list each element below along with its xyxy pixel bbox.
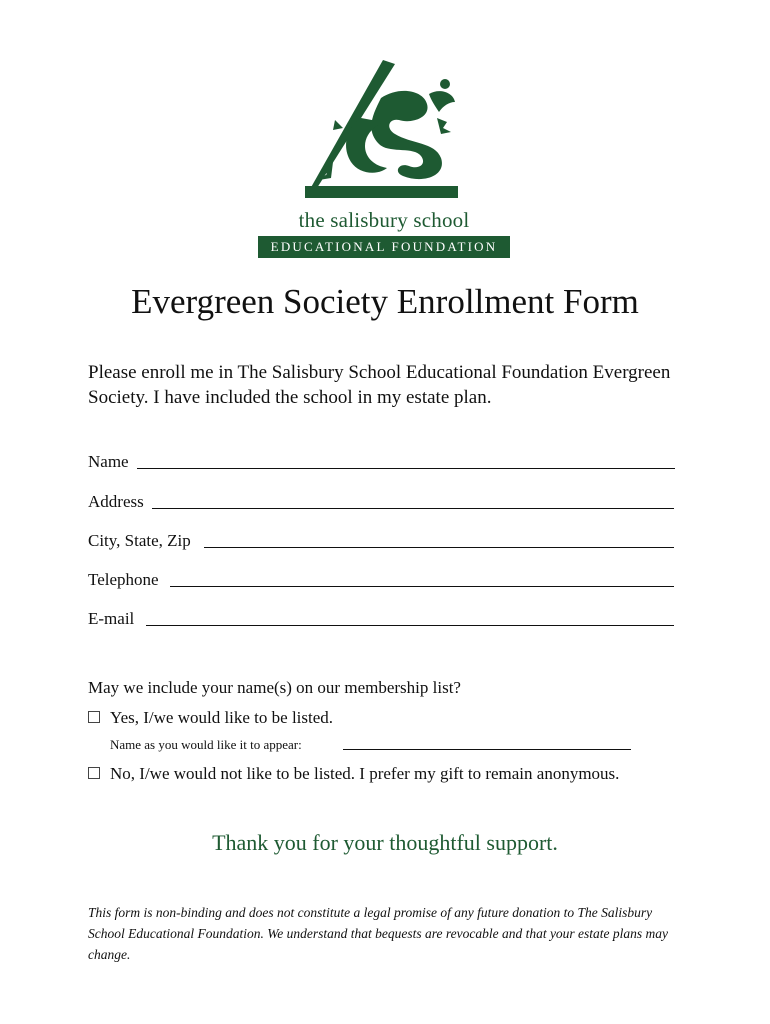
foundation-band: EDUCATIONAL FOUNDATION [258,236,510,258]
option-no[interactable] [88,764,619,784]
intro-text: Please enroll me in The Salisbury School Educational Foundation Evergreen Society. I have included the school in my estate plan. [88,362,671,408]
city-state-zip-label: City, State, Zip [88,531,191,550]
listing-name-label: Name as you would like it to appear: [110,737,302,752]
school-name: the salisbury school [298,208,470,232]
foundation-logo [255,58,513,263]
membership-question: May we include your name(s) on our membership list? [88,678,461,697]
no-label: No, I/we would not like to be listed. I prefer my gift to remain anonymous. [110,764,620,783]
dragon-triangle-icon [303,58,463,203]
thank-you-message: Thank you for your thoughtful support. [212,830,558,855]
name-field[interactable] [88,452,678,472]
address-label: Address [88,492,144,511]
option-yes[interactable] [88,708,333,728]
no-checkbox[interactable] [88,767,100,779]
city-state-zip-line[interactable] [204,547,674,548]
page-title: Evergreen Society Enrollment Form [131,282,639,321]
listing-name-line[interactable] [343,749,631,750]
name-label: Name [88,452,129,471]
email-label: E-mail [88,609,135,628]
telephone-field[interactable] [88,570,678,590]
address-line[interactable] [152,508,674,509]
name-line[interactable] [137,468,675,469]
email-field[interactable] [88,609,678,629]
telephone-line[interactable] [170,586,674,587]
yes-checkbox[interactable] [88,711,100,723]
city-state-zip-field[interactable] [88,531,678,551]
telephone-label: Telephone [88,570,159,589]
yes-label: Yes, I/we would like to be listed. [110,708,334,727]
disclaimer-text: This form is non-binding and does not constitute a legal promise of any future donation to The Salisbury School Educational Foundation. We understand that bequests are revocable and that your estate plans may change. [88,905,669,962]
email-line[interactable] [146,625,674,626]
address-field[interactable] [88,492,678,512]
